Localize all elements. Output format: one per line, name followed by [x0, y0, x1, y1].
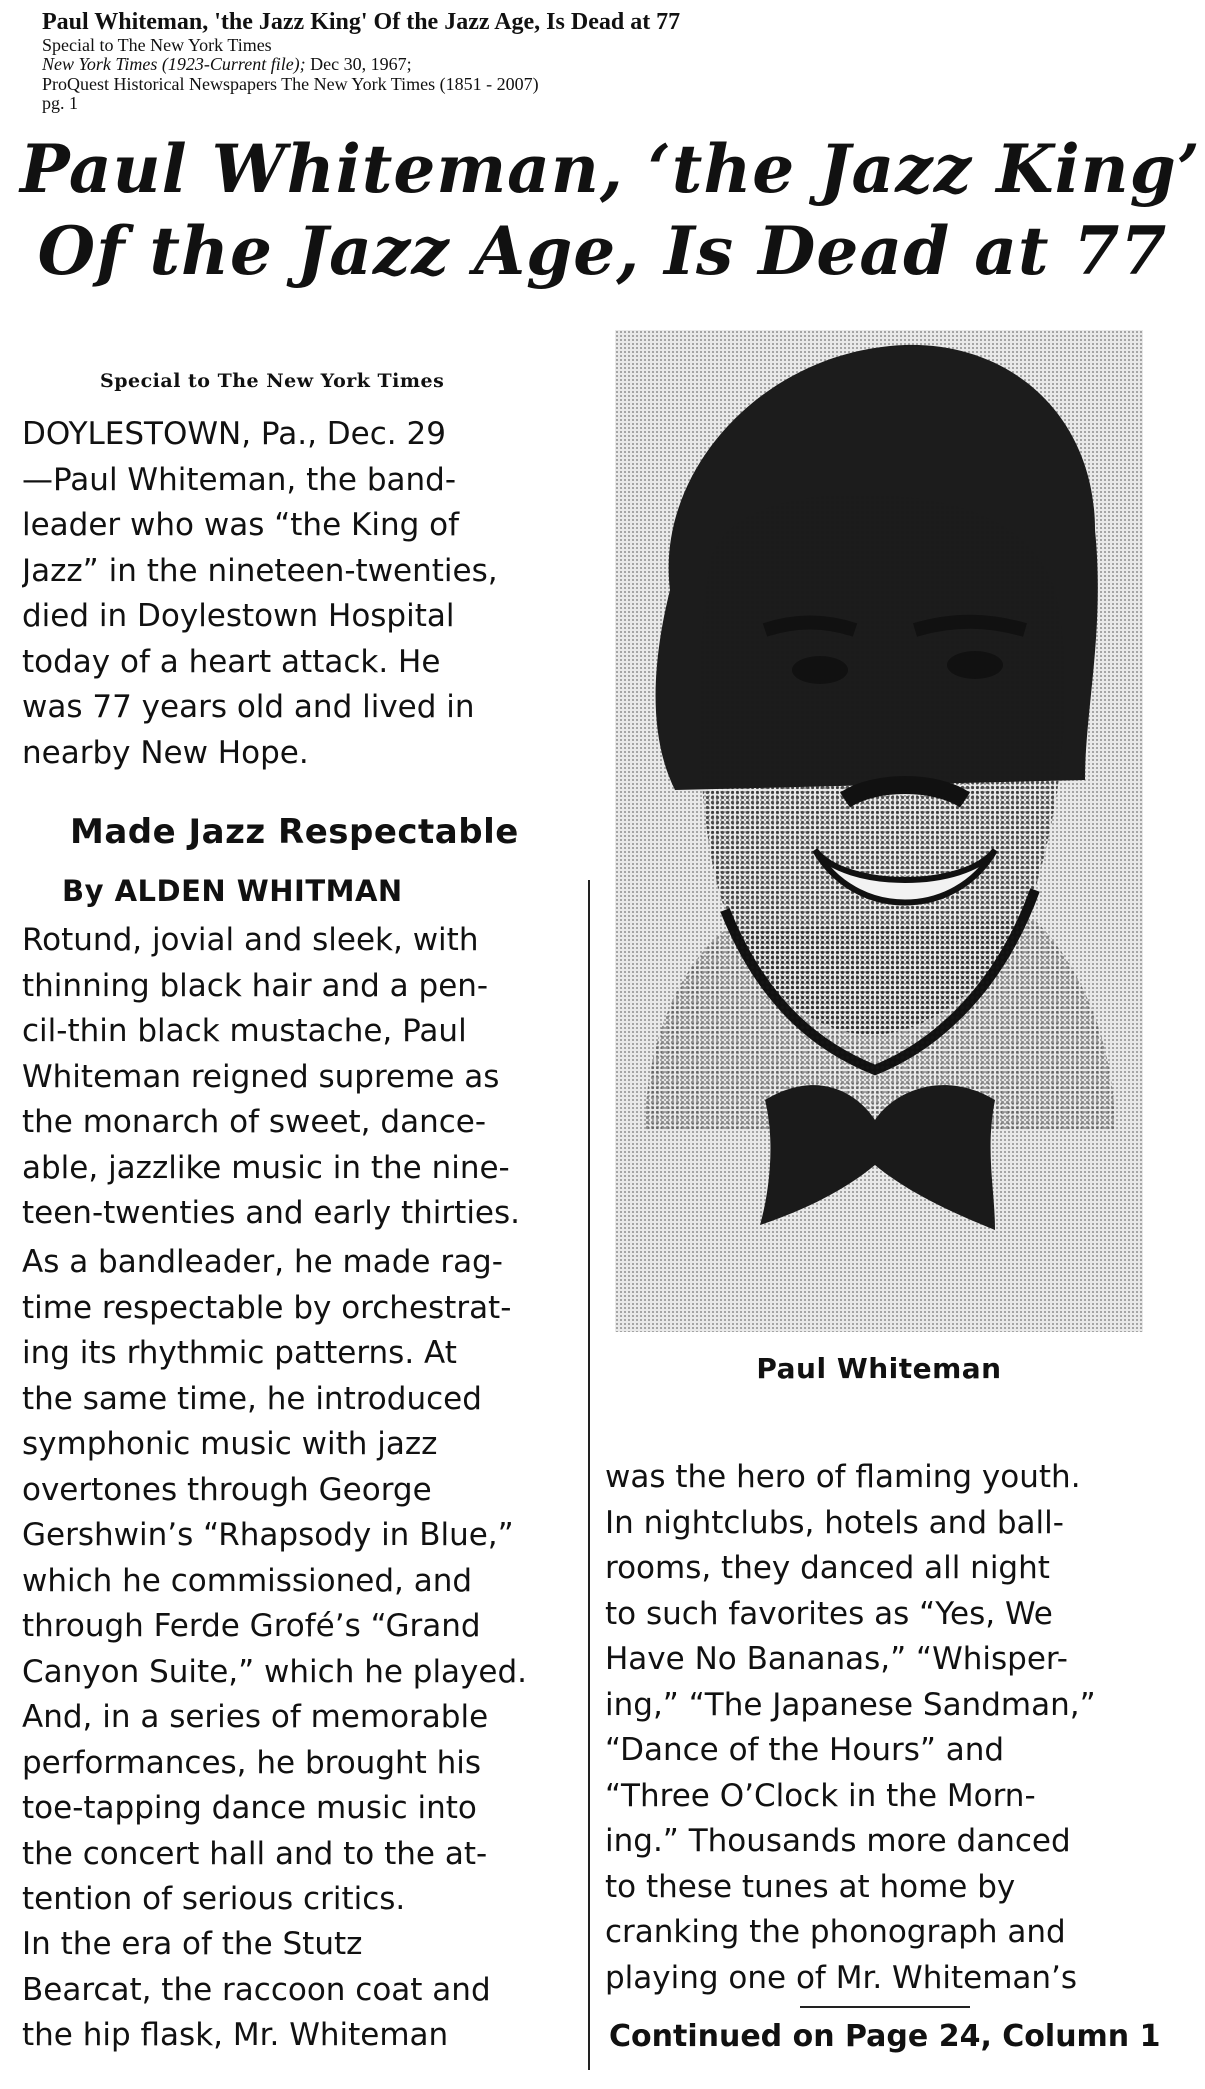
text-line: playing one of Mr. Whiteman’s	[605, 1959, 1078, 1996]
text-line: nearby New Hope.	[22, 734, 309, 771]
text-line: performances, he brought his	[22, 1744, 482, 1781]
text-line: the monarch of sweet, dance-	[22, 1104, 487, 1140]
citation-header	[42, 10, 1142, 114]
text-line: time respectable by orchestrat-	[22, 1289, 512, 1326]
text-line: to such favorites as “Yes, We	[605, 1595, 1053, 1632]
text-line: today of a heart attack. He	[22, 643, 441, 680]
continued-notice: Continued on Page 24, Column 1	[609, 2019, 1161, 2054]
author-byline: By ALDEN WHITMAN	[62, 874, 403, 908]
text-line: able, jazzlike music in the nine-	[22, 1149, 510, 1186]
text-line: In nightclubs, hotels and ball-	[605, 1504, 1064, 1541]
lead-paragraph	[22, 412, 587, 776]
citation-database: ProQuest Historical Newspapers The New York Times (1851 - 2007)	[42, 73, 539, 94]
text-line: leader who was “the King of	[22, 507, 459, 543]
portrait-illustration	[615, 330, 1143, 1332]
text-line: the same time, he introduced	[22, 1380, 482, 1417]
text-line: to these tunes at home by	[605, 1868, 1016, 1905]
article-headline	[20, 128, 1201, 292]
citation-page: pg. 1	[42, 93, 78, 114]
continued-rule	[800, 2006, 970, 2008]
text-line: which he commissioned, and	[22, 1562, 473, 1599]
text-line: Jazz” in the nineteen-twenties,	[22, 552, 498, 589]
paragraph-2	[22, 1240, 587, 1923]
text-line: rooms, they danced all night	[605, 1550, 1050, 1586]
text-line: And, in a series of memorable	[22, 1699, 489, 1735]
text-line: Whiteman reigned supreme as	[22, 1058, 500, 1095]
text-line: “Dance of the Hours” and	[605, 1732, 1005, 1768]
paragraph-3	[22, 1922, 587, 2059]
text-line: cil-thin black mustache, Paul	[22, 1013, 467, 1049]
text-line: Rotund, jovial and sleek, with	[22, 922, 479, 958]
text-line: Gershwin’s “Rhapsody in Blue,”	[22, 1517, 514, 1553]
citation-title: Paul Whiteman, 'the Jazz King' Of the Jazz Age, Is Dead at 77	[42, 9, 681, 35]
text-line: was the hero of flaming youth.	[605, 1459, 1081, 1495]
text-line: “Three O’Clock in the Morn-	[605, 1777, 1036, 1814]
text-line: ing,” “The Japanese Sandman,”	[605, 1686, 1096, 1723]
text-line: thinning black hair and a pen-	[22, 967, 489, 1004]
portrait-photo	[615, 330, 1143, 1332]
text-line: tention of serious critics.	[22, 1881, 406, 1917]
text-line: ing its rhythmic patterns. At	[22, 1335, 457, 1371]
citation-source: New York Times (1923-Current file);	[42, 54, 306, 75]
text-line: toe-tapping dance music into	[22, 1790, 477, 1826]
text-line: Bearcat, the raccoon coat and	[22, 1971, 491, 2008]
text-line: through Ferde Grofé’s “Grand	[22, 1608, 481, 1644]
headline-line-2: Of the Jazz Age, Is Dead at 77	[37, 212, 1168, 290]
text-line: teen-twenties and early thirties.	[22, 1195, 521, 1231]
section-subhead: Made Jazz Respectable	[70, 812, 519, 852]
text-line: ing.” Thousands more danced	[605, 1823, 1071, 1859]
right-column-text	[605, 1455, 1180, 2001]
text-line: overtones through George	[22, 1471, 432, 1508]
paragraph-1	[22, 918, 587, 1237]
text-line: As a bandleader, he made rag-	[22, 1244, 503, 1280]
text-line: died in Doylestown Hospital	[22, 598, 455, 634]
text-line: —Paul Whiteman, the band-	[22, 461, 457, 498]
text-line: Canyon Suite,” which he played.	[22, 1653, 528, 1690]
text-line: the concert hall and to the at-	[22, 1835, 488, 1872]
photo-caption: Paul Whiteman	[756, 1352, 1002, 1385]
column-divider	[588, 880, 590, 2070]
citation-byline: Special to The New York Times	[42, 34, 272, 55]
text-line: the hip flask, Mr. Whiteman	[22, 2017, 449, 2053]
headline-line-1: Paul Whiteman, ‘the Jazz King’	[20, 130, 1201, 208]
text-line: was 77 years old and lived in	[22, 689, 475, 725]
text-line: In the era of the Stutz	[22, 1926, 363, 1962]
text-line: Have No Bananas,” “Whisper-	[605, 1641, 1068, 1677]
text-line: DOYLESTOWN, Pa., Dec. 29	[22, 416, 446, 452]
text-line: cranking the phonograph and	[605, 1914, 1066, 1950]
citation-date: Dec 30, 1967;	[305, 54, 412, 75]
text-line: symphonic music with jazz	[22, 1426, 438, 1462]
dateline-credit: Special to The New York Times	[100, 370, 445, 392]
